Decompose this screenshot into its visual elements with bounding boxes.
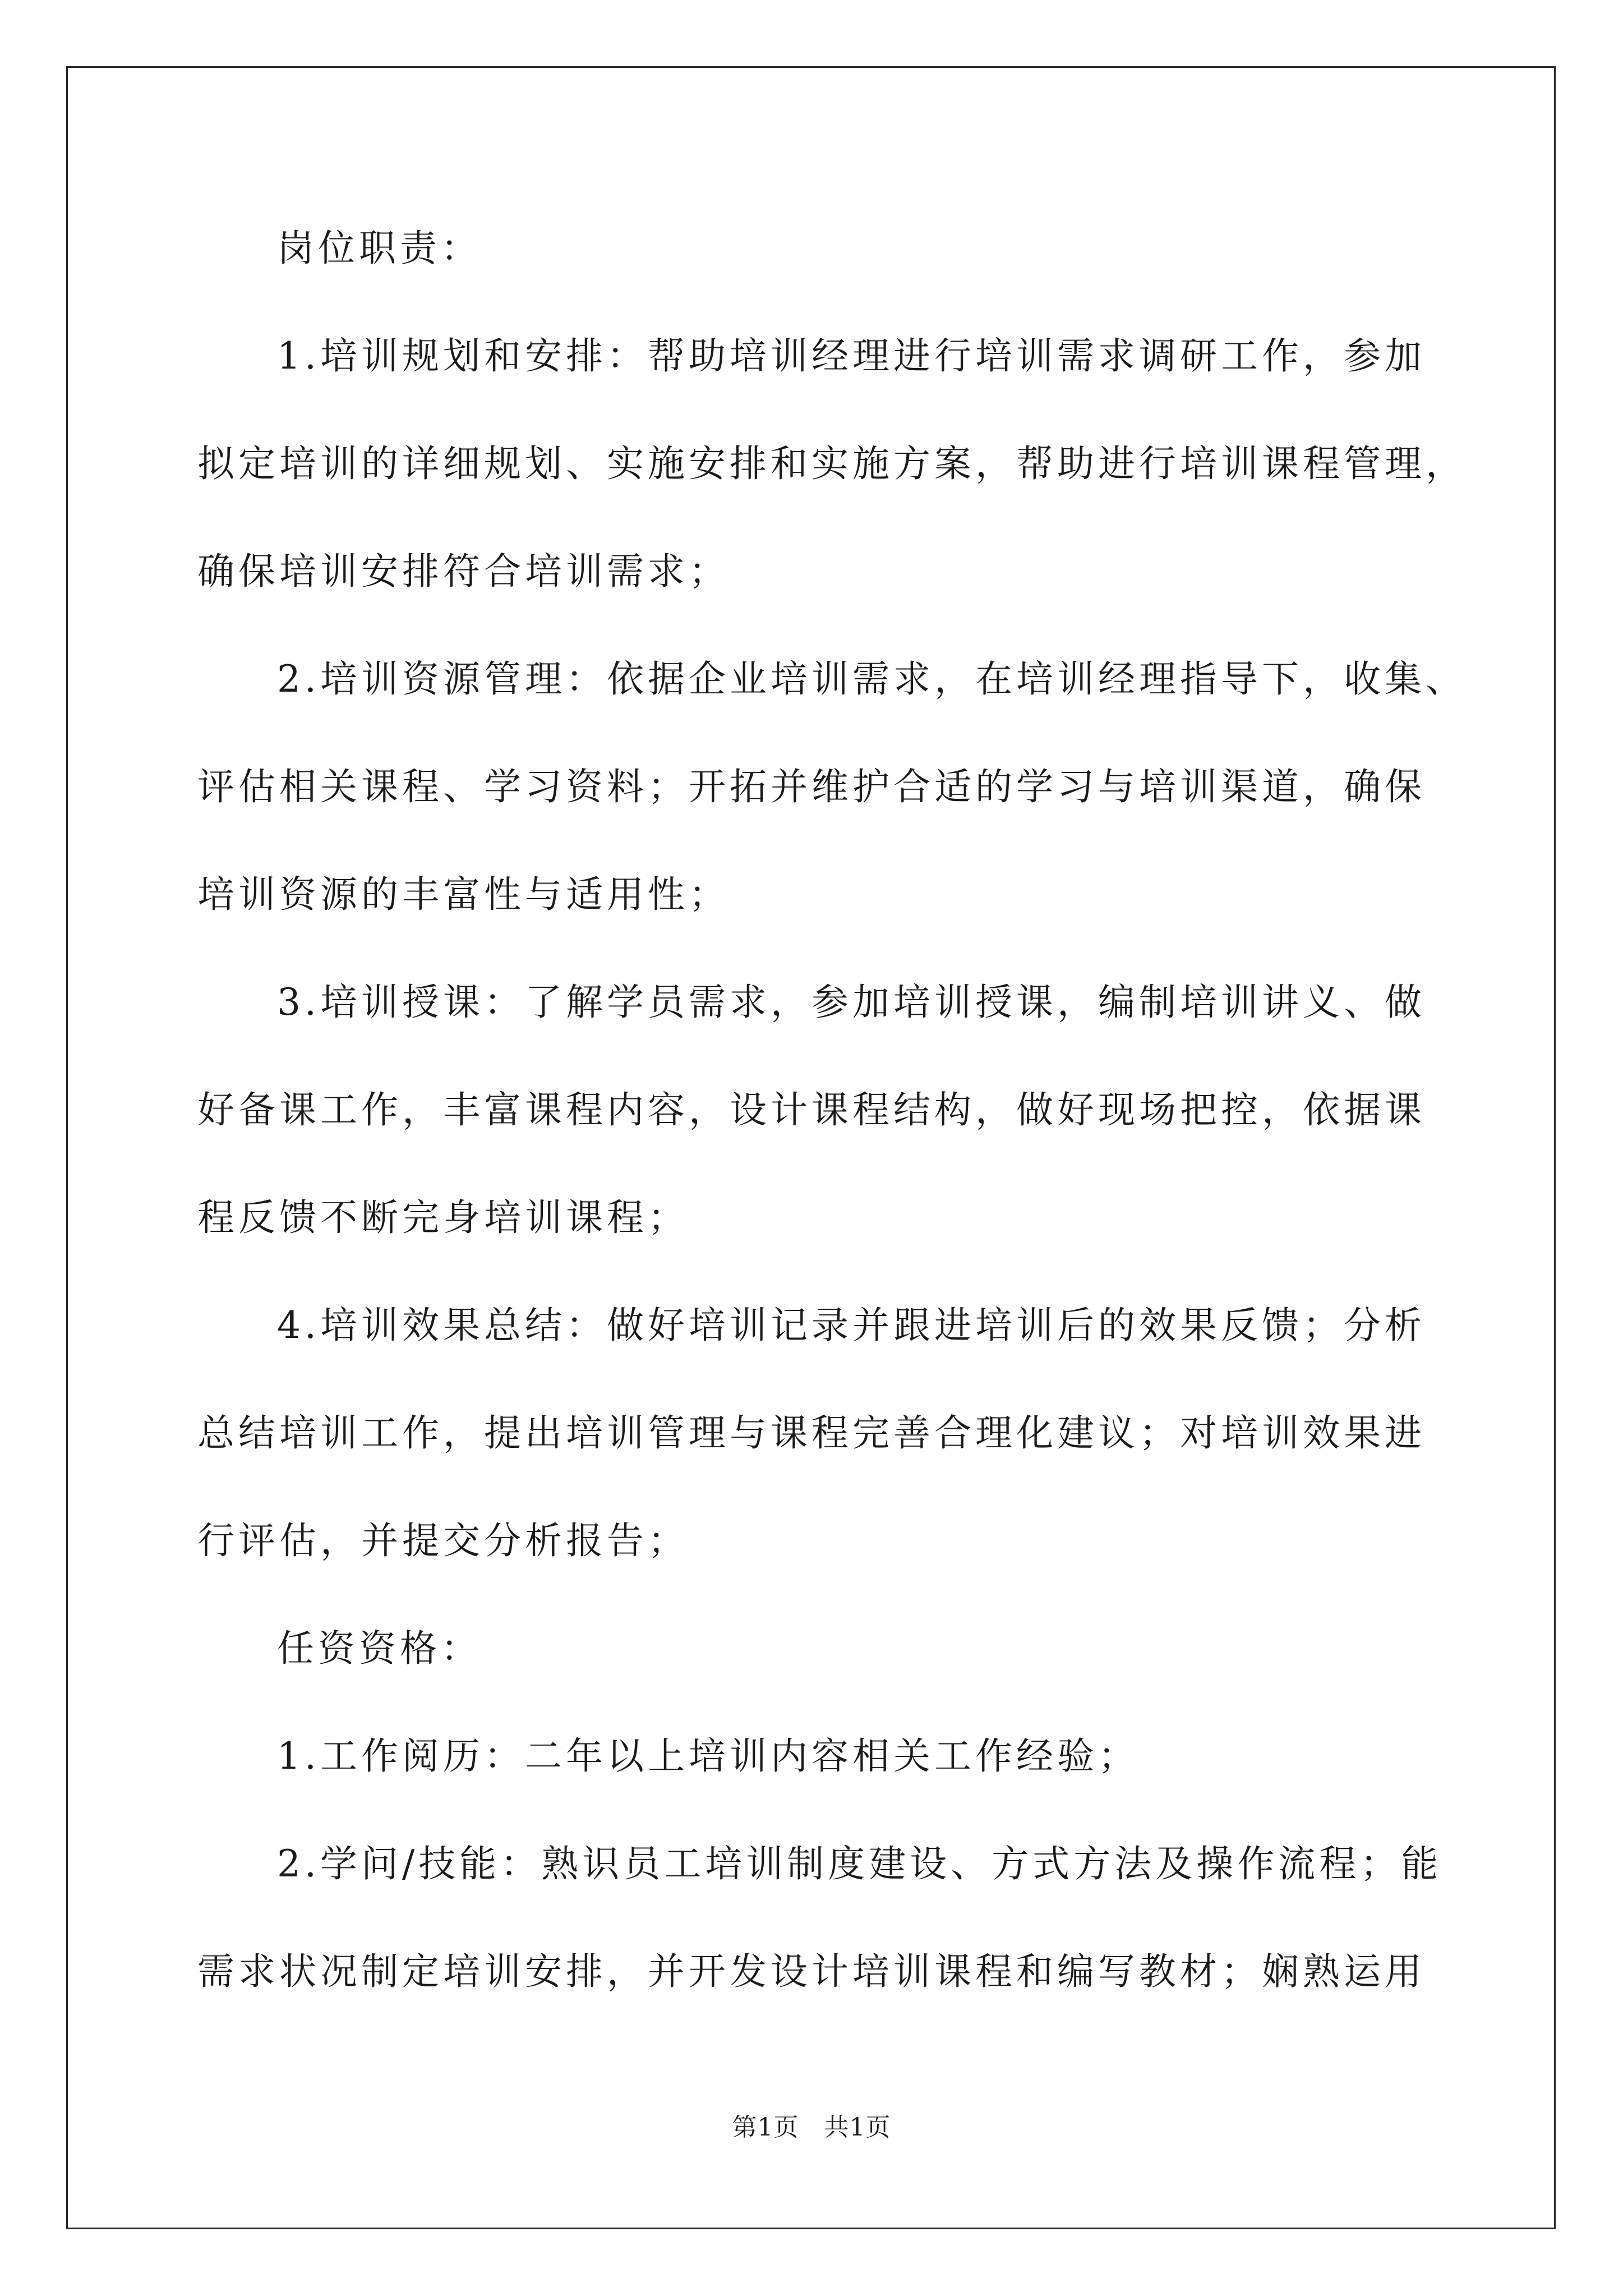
- qualification-2-line-2: 需求状况制定培训安排，并开发设计培训课程和编写教材；娴熟运用: [197, 1950, 1426, 1993]
- qualification-1-line-1: 1.工作阅历：二年以上培训内容相关工作经验；: [277, 1734, 1139, 1778]
- duty-3-line-3: 程反馈不断完身培训课程；: [197, 1196, 689, 1239]
- duty-4-line-3: 行评估，并提交分析报告；: [197, 1519, 689, 1562]
- duty-2-line-2: 评估相关课程、学习资料；开拓并维护合适的学习与培训渠道，确保: [197, 765, 1426, 808]
- duty-1-line-1: 1.培训规划和安排：帮助培训经理进行培训需求调研工作，参加: [277, 334, 1426, 378]
- duty-3-line-1: 3.培训授课：了解学员需求，参加培训授课，编制培训讲义、做: [277, 981, 1426, 1024]
- duties-heading: 岗位职责：: [277, 227, 482, 270]
- qualification-2-line-1: 2.学问/技能：熟识员工培训制度建设、方式方法及操作流程；能: [277, 1842, 1442, 1885]
- duty-1-line-3: 确保培训安排符合培训需求；: [197, 550, 730, 593]
- duty-1-line-2: 拟定培训的详细规划、实施安排和实施方案，帮助进行培训课程管理，: [197, 442, 1467, 485]
- duty-2-line-3: 培训资源的丰富性与适用性；: [197, 873, 730, 916]
- duty-3-line-2: 好备课工作，丰富课程内容，设计课程结构，做好现场把控，依据课: [197, 1088, 1426, 1131]
- duty-4-line-1: 4.培训效果总结：做好培训记录并跟进培训后的效果反馈；分析: [277, 1304, 1426, 1347]
- page-border: [66, 66, 1556, 2229]
- duty-2-line-1: 2.培训资源管理：依据企业培训需求，在培训经理指导下，收集、: [277, 657, 1467, 701]
- duty-4-line-2: 总结培训工作，提出培训管理与课程完善合理化建议；对培训效果进: [197, 1411, 1426, 1455]
- qualifications-heading: 任资资格：: [277, 1627, 482, 1670]
- page-number-footer: 第1页 共1页: [732, 2113, 891, 2142]
